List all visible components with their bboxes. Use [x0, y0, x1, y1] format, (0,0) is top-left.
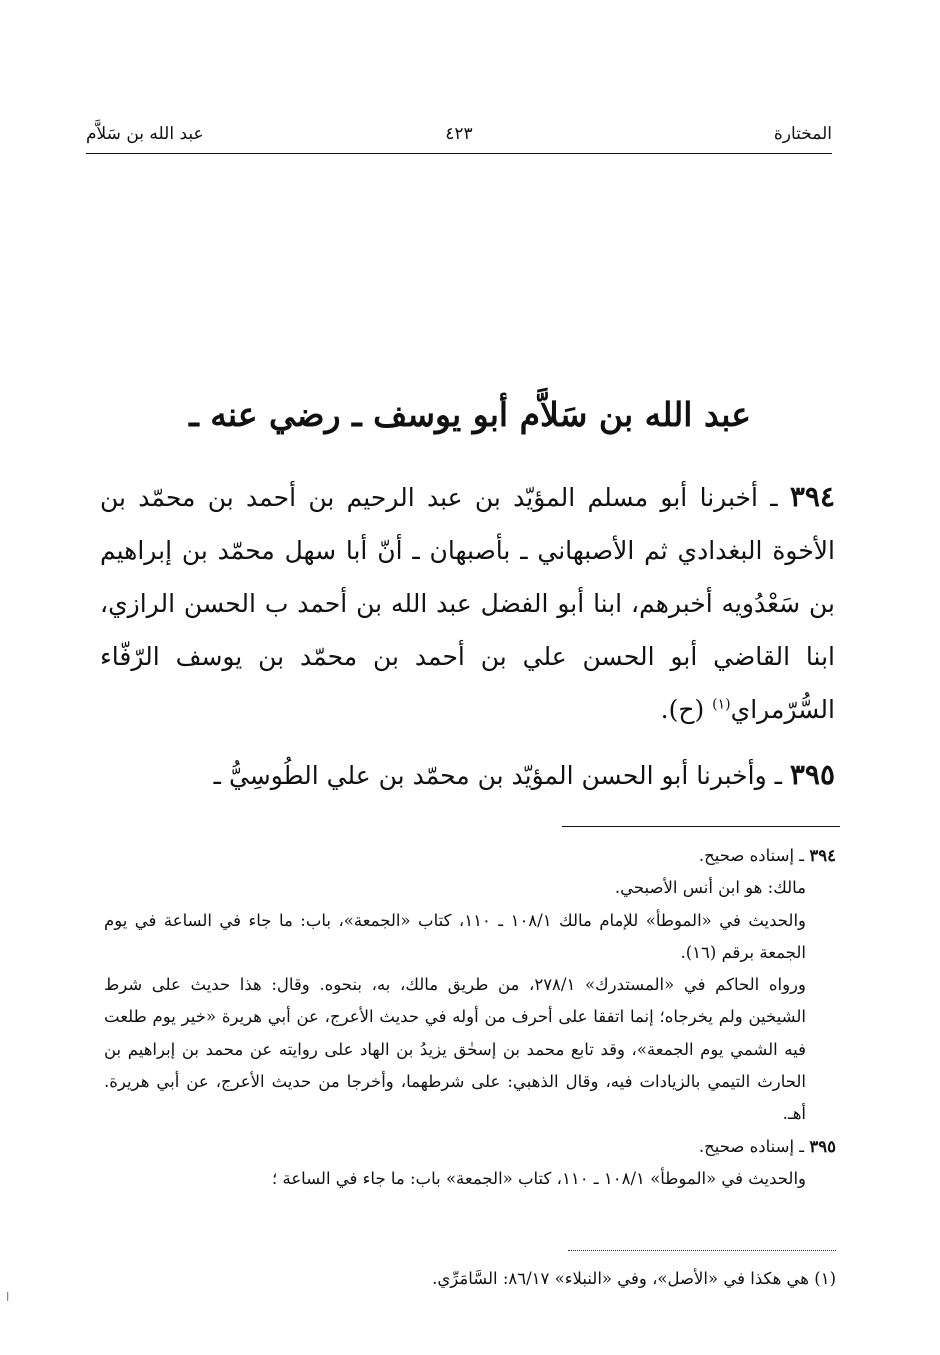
entry-text: ـ أخبرنا أبو مسلم المؤيّد بن عبد الرحيم بن أحمد بن محمّد بن الأخوة البغدادي ثم الأصبهاني ـ بأصبهان ـ أنّ أبا سهل محمّد بن إبراهيم بن سَعْدُويه أخبرهم، ابنا أبو الفضل عبد الله بن أحمد ب الحسن الرازي، ابنا القاضي أبو الحسن علي بن أحمد بن محمّد بن يوسف الرّفّاء السُّرّمراي: [100, 483, 835, 724]
note-394: [104, 840, 836, 1131]
note-head: [104, 840, 836, 872]
note-line: والحديث في «الموطأ» للإمام مالك ١٠٨/١ ـ ١١٠، كتاب «الجمعة»، باب: ما جاء في الساعة في يوم الجمعة برقم (١٦).: [104, 910, 806, 962]
hadith-entry-395: [100, 748, 835, 802]
notes-separator: [562, 826, 840, 827]
chapter-title: عبد الله بن سَلاَّم أبو يوسف ـ رضي عنه ـ: [189, 395, 751, 434]
entry-tail: (ح).: [660, 695, 705, 724]
note-line: والحديث في «الموطأ» ١٠٨/١ ـ ١١٠، كتاب «الجمعة» باب: ما جاء في الساعة ؛: [271, 1168, 806, 1188]
commentary-notes: [104, 840, 836, 1195]
header-book-title: المختارة: [773, 124, 832, 144]
note-line: ورواه الحاكم في «المستدرك» ٢٧٨/١، من طريق مالك، به، بنحوه. وقال: هذا حديث على شرط الشيخين ولم يخرجاه؛ إنما اتفقا على أحرف من أوله في حديث الأعرج، عن أبي هريرة «خير يوم طلعت فيه الشمي يوم الجمعة»، وقد تابع محمد بن إسحٰق يزيدُ بن الهاد على روايته عن محمد بن إبراهيم بن الحارث التيمي بالزيادات فيه، وقال الذهبي: على شرطهما، وأخرجا من حديث الأعرج، عن أبي هريرة. أهـ.: [104, 975, 806, 1124]
entry-number: ٣٩٤: [789, 480, 835, 513]
note-head-text: ـ إسناده صحيح.: [698, 1136, 805, 1156]
margin-mark: ا: [6, 1290, 10, 1304]
header-rule: [86, 153, 832, 154]
page-footnote: (١) هي هكذا في «الأصل»، وفي «النبلاء» ٨٦/١٧: السَّامَرِّي.: [432, 1269, 836, 1288]
entry-text: ـ وأخبرنا أبو الحسن المؤيّد بن محمّد بن علي الطُوسِيُّ ـ: [213, 761, 782, 790]
hadith-entry-394: [100, 470, 835, 736]
footnote-ref: (١): [712, 696, 731, 713]
header-chapter-name: عبد الله بن سَلاَّم: [86, 124, 204, 144]
note-head: [104, 1131, 836, 1163]
page-number: ٤٢٣: [445, 124, 473, 144]
running-header: [86, 120, 832, 154]
main-text: [100, 470, 835, 802]
footnote-separator: [568, 1250, 836, 1251]
note-number: ٣٩٥: [809, 1136, 836, 1156]
entry-number: ٣٩٥: [789, 758, 835, 791]
note-number: ٣٩٤: [809, 846, 836, 865]
note-line: مالك: هو ابن أنس الأصبحي.: [614, 878, 806, 898]
note-head-text: ـ إسناده صحيح.: [698, 846, 805, 865]
note-395: [104, 1131, 836, 1196]
